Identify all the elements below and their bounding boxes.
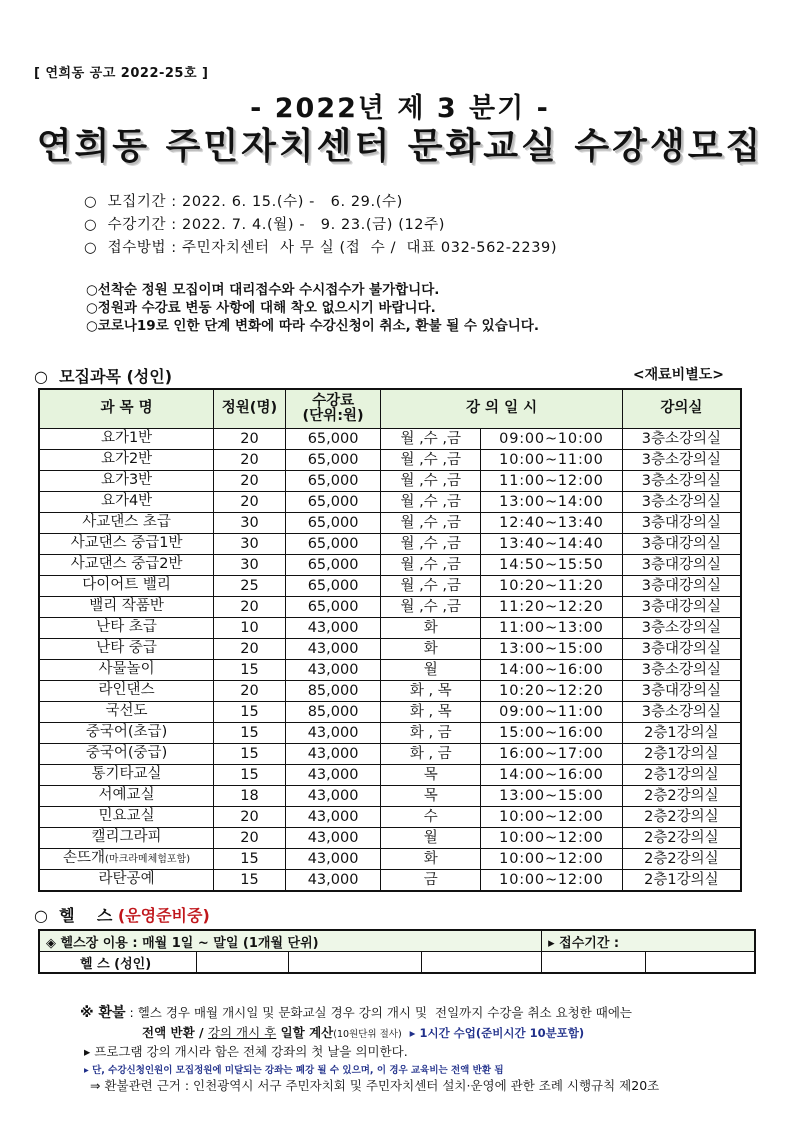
course-name <box>39 807 214 828</box>
health-cell <box>422 952 542 974</box>
course-time: 13:00~15:00 <box>481 639 623 660</box>
course-capacity: 10 <box>214 618 286 639</box>
course-name-text: 사물놀이 <box>98 661 155 677</box>
course-fee: 43,000 <box>285 870 381 892</box>
course-days: 월 ,수 ,금 <box>381 534 481 555</box>
course-room: 3층대강의실 <box>622 513 741 534</box>
course-room: 3층대강의실 <box>622 639 741 660</box>
course-capacity: 20 <box>214 471 286 492</box>
course-fee: 43,000 <box>285 765 381 786</box>
course-room: 3층소강의실 <box>622 492 741 513</box>
header-schedule: 강 의 일 시 <box>381 389 622 429</box>
course-name <box>39 849 214 870</box>
course-name <box>39 555 214 576</box>
table-row <box>39 723 741 744</box>
course-name-text: 중국어(중급) <box>85 745 168 761</box>
course-time: 09:00~11:00 <box>481 702 623 723</box>
course-capacity: 20 <box>214 807 286 828</box>
course-room: 2층1강의실 <box>622 744 741 765</box>
course-fee: 65,000 <box>285 471 381 492</box>
course-time: 15:00~16:00 <box>481 723 623 744</box>
health-label: 헬 스 (성인) <box>39 952 197 974</box>
health-cell <box>645 952 755 974</box>
header-room: 강의실 <box>622 389 741 429</box>
header-capacity: 정원(명) <box>214 389 286 429</box>
course-days: 월 ,수 ,금 <box>381 576 481 597</box>
course-name-text: 통기타교실 <box>91 766 162 782</box>
course-fee: 43,000 <box>285 660 381 681</box>
course-fee: 85,000 <box>285 681 381 702</box>
course-days: 화 <box>381 618 481 639</box>
course-room: 3층대강의실 <box>622 534 741 555</box>
course-name <box>39 723 214 744</box>
course-fee: 43,000 <box>285 807 381 828</box>
course-days: 월 ,수 ,금 <box>381 471 481 492</box>
course-room: 3층대강의실 <box>622 555 741 576</box>
course-days: 화 , 금 <box>381 723 481 744</box>
header-fee-line1: 수강료 <box>312 392 355 409</box>
course-period: ○ 수강기간 : 2022. 7. 4.(월) - 9. 23.(금) (12주) <box>84 217 445 233</box>
course-name-text: 사교댄스 중급2반 <box>70 556 183 572</box>
course-name <box>39 429 214 450</box>
course-time: 13:40~14:40 <box>481 534 623 555</box>
course-days: 목 <box>381 786 481 807</box>
course-fee: 43,000 <box>285 723 381 744</box>
course-capacity: 30 <box>214 534 286 555</box>
health-status: (운영준비중) <box>117 906 210 925</box>
course-table-body <box>39 429 741 892</box>
course-capacity: 20 <box>214 429 286 450</box>
course-time: 11:20~12:20 <box>481 597 623 618</box>
course-time: 14:00~16:00 <box>481 765 623 786</box>
course-fee: 65,000 <box>285 513 381 534</box>
table-row <box>39 534 741 555</box>
course-time: 09:00~10:00 <box>481 429 623 450</box>
course-name-text: 국선도 <box>105 703 148 719</box>
course-time: 14:00~16:00 <box>481 660 623 681</box>
table-row <box>39 702 741 723</box>
course-fee: 65,000 <box>285 492 381 513</box>
course-room: 3층소강의실 <box>622 471 741 492</box>
course-name-text: 밸리 작품반 <box>89 598 164 614</box>
table-row <box>39 807 741 828</box>
course-room: 2층1강의실 <box>622 870 741 892</box>
course-capacity: 20 <box>214 450 286 471</box>
course-days: 화 , 금 <box>381 744 481 765</box>
course-fee: 43,000 <box>285 828 381 849</box>
health-info-row <box>39 930 755 952</box>
class-hour-note: ▸ 1시간 수업(준비시간 10분포함) <box>401 1026 585 1040</box>
course-time: 10:00~12:00 <box>481 870 623 892</box>
course-room: 3층소강의실 <box>622 660 741 681</box>
table-row <box>39 786 741 807</box>
table-row <box>39 429 741 450</box>
courses-section-title: ○ 모집과목 (성인) <box>34 367 173 386</box>
course-days: 목 <box>381 765 481 786</box>
course-fee: 65,000 <box>285 597 381 618</box>
course-room: 2층2강의실 <box>622 849 741 870</box>
course-time: 11:00~12:00 <box>481 471 623 492</box>
course-capacity: 20 <box>214 597 286 618</box>
course-room: 2층2강의실 <box>622 828 741 849</box>
table-row <box>39 660 741 681</box>
table-row <box>39 555 741 576</box>
refund-line-2 <box>142 1023 584 1041</box>
course-time: 16:00~17:00 <box>481 744 623 765</box>
table-row <box>39 492 741 513</box>
health-registration-period: ▸ 접수기간 : <box>542 930 755 952</box>
health-data-row <box>39 952 755 974</box>
course-name <box>39 744 214 765</box>
course-name-text: 캘리그라피 <box>91 829 162 845</box>
material-fee-note: <재료비별도> <box>632 367 724 383</box>
course-name-text: 서예교실 <box>98 787 155 803</box>
course-capacity: 20 <box>214 681 286 702</box>
course-capacity: 15 <box>214 870 286 892</box>
table-row <box>39 870 741 892</box>
page-title: 연희동 주민자치센터 문화교실 수강생모집 <box>36 126 764 167</box>
course-fee: 85,000 <box>285 702 381 723</box>
course-time: 10:00~11:00 <box>481 450 623 471</box>
course-name <box>39 870 214 892</box>
course-name-text: 요가2반 <box>100 451 153 467</box>
course-time: 13:00~15:00 <box>481 786 623 807</box>
health-cell <box>288 952 422 974</box>
table-row <box>39 450 741 471</box>
course-name <box>39 702 214 723</box>
table-row <box>39 513 741 534</box>
table-row <box>39 828 741 849</box>
table-header-row <box>39 389 741 429</box>
course-room: 2층1강의실 <box>622 723 741 744</box>
course-fee: 43,000 <box>285 849 381 870</box>
course-room: 3층소강의실 <box>622 618 741 639</box>
header-fee <box>285 389 381 429</box>
refund-line-3: ▸ 프로그램 강의 개시라 함은 전체 강좌의 첫 날을 의미한다. <box>84 1044 408 1059</box>
course-capacity: 15 <box>214 744 286 765</box>
course-days: 월 ,수 ,금 <box>381 450 481 471</box>
course-name <box>39 828 214 849</box>
course-name <box>39 765 214 786</box>
course-name-text: 다이어트 밸리 <box>82 577 171 593</box>
health-usage-info: ◈ 헬스장 이용 : 매월 1일 ~ 말일 (1개월 단위) <box>39 930 542 952</box>
course-fee: 43,000 <box>285 639 381 660</box>
health-cell <box>542 952 646 974</box>
table-row <box>39 618 741 639</box>
course-table <box>38 388 742 892</box>
course-days: 월 <box>381 660 481 681</box>
course-days: 화 , 목 <box>381 681 481 702</box>
course-name <box>39 597 214 618</box>
course-name-text: 중국어(초급) <box>85 724 168 740</box>
table-row <box>39 681 741 702</box>
course-days: 월 ,수 ,금 <box>381 492 481 513</box>
course-capacity: 15 <box>214 723 286 744</box>
course-name-text: 요가3반 <box>100 472 153 488</box>
course-fee: 65,000 <box>285 534 381 555</box>
course-name-text: 민요교실 <box>98 808 155 824</box>
course-capacity: 20 <box>214 492 286 513</box>
course-time: 12:40~13:40 <box>481 513 623 534</box>
refund-label: ※ 환불 <box>80 1005 126 1021</box>
course-name <box>39 618 214 639</box>
course-days: 수 <box>381 807 481 828</box>
course-time: 10:20~12:20 <box>481 681 623 702</box>
course-time: 10:00~12:00 <box>481 828 623 849</box>
course-name-text: 난타 중급 <box>96 640 157 656</box>
course-room: 3층대강의실 <box>622 681 741 702</box>
course-room: 3층대강의실 <box>622 576 741 597</box>
refund-rounding: (10원단위 절사) <box>333 1029 402 1040</box>
course-days: 월 ,수 ,금 <box>381 597 481 618</box>
course-capacity: 15 <box>214 765 286 786</box>
course-days: 화 , 목 <box>381 702 481 723</box>
course-days: 화 <box>381 849 481 870</box>
course-fee: 65,000 <box>285 450 381 471</box>
course-name-text: 난타 초급 <box>96 619 157 635</box>
course-room: 2층2강의실 <box>622 786 741 807</box>
table-row <box>39 576 741 597</box>
course-capacity: 20 <box>214 828 286 849</box>
course-name <box>39 450 214 471</box>
course-capacity: 25 <box>214 576 286 597</box>
course-fee: 43,000 <box>285 744 381 765</box>
table-row <box>39 471 741 492</box>
health-cell <box>197 952 289 974</box>
header-course-name: 과 목 명 <box>39 389 214 429</box>
course-name <box>39 660 214 681</box>
course-room: 3층소강의실 <box>622 429 741 450</box>
course-time: 10:20~11:20 <box>481 576 623 597</box>
refund-line-4: ▸ 단, 수강신청인원이 모집정원에 미달되는 강좌는 폐강 될 수 있으며, 이 경우 교육비는 전액 반환 됨 <box>84 1065 504 1076</box>
course-fee: 43,000 <box>285 786 381 807</box>
recruit-period: ○ 모집기간 : 2022. 6. 15.(수) - 6. 29.(수) <box>84 194 403 210</box>
course-name <box>39 471 214 492</box>
course-name-text: 손뜨개 <box>63 850 106 866</box>
refund-line-5: ⇒ 환불관련 근거 : 인천광역시 서구 주민자치회 및 주민자치센터 설치·운영에 관한 조례 시행규칙 제20조 <box>90 1078 660 1093</box>
course-days: 월 <box>381 828 481 849</box>
header-fee-line2: (단위:원) <box>302 408 364 424</box>
course-name-text: 사교댄스 초급 <box>82 514 171 530</box>
course-room: 3층소강의실 <box>622 702 741 723</box>
course-time: 10:00~12:00 <box>481 807 623 828</box>
course-time: 14:50~15:50 <box>481 555 623 576</box>
notice-line: ○선착순 정원 모집이며 대리접수와 수시접수가 불가합니다. <box>86 282 440 298</box>
table-row <box>39 744 741 765</box>
course-time: 11:00~13:00 <box>481 618 623 639</box>
refund-text: : 헬스 경우 매월 개시일 및 문화교실 경우 강의 개시 및 전일까지 수강을 취소 요청한 때에는 <box>125 1005 633 1020</box>
course-days: 월 ,수 ,금 <box>381 513 481 534</box>
course-capacity: 18 <box>214 786 286 807</box>
course-name-note: (마크라메체험포함) <box>105 854 191 865</box>
course-time: 13:00~14:00 <box>481 492 623 513</box>
notice-line: ○정원과 수강료 변동 사항에 대해 착오 없으시기 바랍니다. <box>86 300 436 316</box>
refund-line-1 <box>80 1002 632 1022</box>
course-capacity: 20 <box>214 639 286 660</box>
course-name <box>39 576 214 597</box>
course-room: 2층1강의실 <box>622 765 741 786</box>
course-fee: 65,000 <box>285 429 381 450</box>
course-fee: 65,000 <box>285 555 381 576</box>
course-name-text: 사교댄스 중급1반 <box>70 535 183 551</box>
table-row <box>39 765 741 786</box>
course-capacity: 15 <box>214 849 286 870</box>
application-method: ○ 접수방법 : 주민자치센터 사 무 실 (접 수 / 대표 032-562-2239) <box>84 240 558 256</box>
course-name-text: 라탄공예 <box>98 871 155 887</box>
course-time: 10:00~12:00 <box>481 849 623 870</box>
course-name-text: 요가1반 <box>100 430 153 446</box>
course-capacity: 30 <box>214 513 286 534</box>
notice-line: ○코로나19로 인한 단계 변화에 따라 수강신청이 취소, 환불 될 수 있습니다. <box>86 318 539 334</box>
refund-full: 전액 반환 / <box>142 1025 208 1040</box>
course-capacity: 15 <box>214 702 286 723</box>
notice-number: [ 연희동 공고 2022-25호 ] <box>34 66 209 81</box>
health-table <box>38 929 756 974</box>
course-days: 월 ,수 ,금 <box>381 429 481 450</box>
table-row <box>39 849 741 870</box>
course-capacity: 15 <box>214 660 286 681</box>
course-room: 3층대강의실 <box>622 597 741 618</box>
health-section-title <box>34 903 210 926</box>
course-name <box>39 513 214 534</box>
refund-after-start: 강의 개시 후 <box>207 1025 277 1040</box>
course-capacity: 30 <box>214 555 286 576</box>
course-name-text: 요가4반 <box>100 493 153 509</box>
course-days: 화 <box>381 639 481 660</box>
course-name <box>39 681 214 702</box>
course-name <box>39 786 214 807</box>
refund-prorated: 일할 계산 <box>276 1025 334 1040</box>
health-title-prefix: ○ 헬 스 <box>34 906 118 925</box>
quarter-subtitle: - 2022년 제 3 분기 - <box>250 93 550 124</box>
table-row <box>39 597 741 618</box>
course-days: 월 ,수 ,금 <box>381 555 481 576</box>
course-days: 금 <box>381 870 481 892</box>
course-fee: 43,000 <box>285 618 381 639</box>
course-name-text: 라인댄스 <box>98 682 155 698</box>
course-name <box>39 534 214 555</box>
course-room: 3층소강의실 <box>622 450 741 471</box>
table-row <box>39 639 741 660</box>
course-name <box>39 492 214 513</box>
course-fee: 65,000 <box>285 576 381 597</box>
course-name <box>39 639 214 660</box>
course-room: 2층2강의실 <box>622 807 741 828</box>
